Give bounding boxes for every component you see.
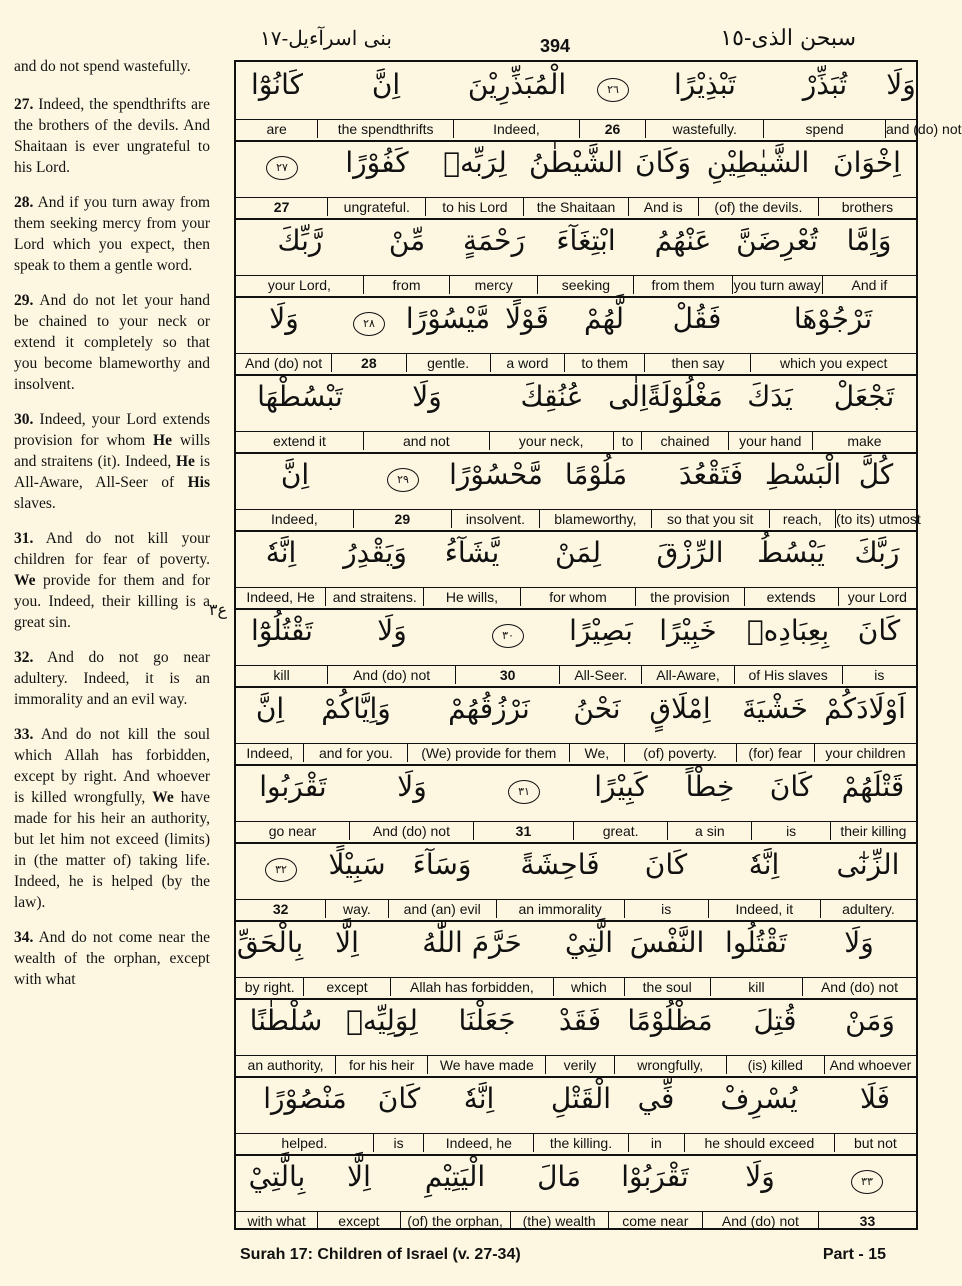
arabic-line <box>236 686 916 744</box>
arabic-word: كَفُوْرًا <box>345 146 409 179</box>
arabic-word: تَبْسُطْهَا <box>257 380 343 413</box>
arabic-word: الْقَتْلِ <box>550 1082 612 1115</box>
gloss-word: 33 <box>818 1212 916 1230</box>
gloss-word: And is <box>628 198 698 216</box>
gloss-word: And (do) not <box>245 355 323 371</box>
arabic-word: كَانُوْٓا <box>251 68 303 101</box>
verse-row <box>236 452 921 532</box>
arabic-word: الْيَتِيْمِ <box>424 1160 486 1193</box>
gloss-line <box>236 744 916 762</box>
arabic-word: قُتِلَ <box>753 1004 797 1037</box>
arabic-word: فَقُلْ <box>672 302 722 335</box>
arabic-word: الشَّيْطٰنُ <box>528 146 624 179</box>
arabic-word: حَرَّمَ اللّٰهُ <box>422 926 522 959</box>
gloss-line <box>236 354 916 372</box>
arabic-word: رَّبِّكَ <box>277 224 323 257</box>
gloss-word: is <box>751 822 829 840</box>
arabic-word: كُلَّ <box>858 458 894 491</box>
arabic-line <box>236 218 916 276</box>
gloss-line <box>236 1212 916 1230</box>
gloss-word: And (do) not <box>802 978 916 996</box>
word-by-word-grid <box>234 60 962 1230</box>
gloss-word: adultery. <box>820 900 916 918</box>
translation-column <box>14 56 210 1004</box>
gloss-word: (is) killed <box>726 1056 824 1074</box>
gloss-word: from <box>363 276 449 294</box>
gloss-word: And whoever <box>824 1056 916 1074</box>
gloss-word: come near <box>608 1212 702 1230</box>
arabic-line <box>236 764 916 822</box>
arabic-word: كَانَ <box>769 770 813 803</box>
gloss-word: which you expect <box>750 354 916 372</box>
arabic-word: يُسْرِفْ <box>720 1082 798 1115</box>
arabic-word: يَدَكَ <box>747 380 793 413</box>
arabic-word: يَّشَآءُ <box>444 536 500 569</box>
arabic-line <box>236 998 916 1056</box>
gloss-word: with what <box>247 1213 306 1229</box>
verse-row <box>236 62 962 142</box>
arabic-word: الرِّزْقَ <box>656 536 724 569</box>
gloss-word: extend it <box>272 433 326 449</box>
gloss-line <box>236 900 916 918</box>
gloss-word: We have made <box>427 1056 545 1074</box>
arabic-line <box>236 842 916 900</box>
gloss-line <box>236 510 921 528</box>
gloss-word: your Lord, <box>267 277 331 293</box>
gloss-line <box>236 120 962 138</box>
gloss-line <box>236 822 916 840</box>
gloss-word: And (do) not <box>349 822 473 840</box>
verse-number-marker: ٢٨ <box>353 312 385 336</box>
arabic-word: مَالَ <box>537 1160 581 1193</box>
gloss-word: the provision <box>635 588 743 606</box>
gloss-word: wrongfully, <box>614 1056 726 1074</box>
gloss-word: the soul <box>624 978 710 996</box>
gloss-word: but not <box>834 1134 916 1152</box>
gloss-word: way. <box>325 900 387 918</box>
gloss-word: 31 <box>473 822 573 840</box>
gloss-word: helped. <box>281 1135 328 1151</box>
gloss-word: you turn away <box>732 276 822 294</box>
translation-paragraph: 33. And do not kill the soul which Allah has forbidden, except by right. And whoever is killed wrongfully, We have made for his heir an authority, but let him not exceed (limits) in (the matter of) taking life. Indeed, he is helped (by the law). <box>14 726 210 911</box>
arabic-word: بِعِبَادِهٖ <box>746 614 830 647</box>
page-header-right: سبحن الذی-١٥ <box>720 26 856 51</box>
arabic-word: تَقْتُلُوْٓا <box>251 614 313 647</box>
gloss-word: for his heir <box>335 1056 427 1074</box>
arabic-word: وَاِيَّاكُمْ <box>321 692 391 725</box>
arabic-word: تَبْذِيْرًا <box>674 68 736 101</box>
arabic-word: عَنْهُمُ <box>654 224 712 257</box>
gloss-word: by right. <box>244 979 295 995</box>
gloss-word: so that you sit <box>651 510 769 528</box>
gloss-word: kill <box>273 667 290 683</box>
arabic-word: وَكَانَ <box>635 146 691 179</box>
arabic-word: مَظْلُوْمًا <box>627 1004 713 1037</box>
gloss-word: (for) fear <box>736 744 814 762</box>
gloss-line <box>236 666 916 684</box>
gloss-line <box>236 1056 916 1074</box>
gloss-word: is <box>373 1134 424 1152</box>
arabic-word: تَجْعَلْ <box>833 380 895 413</box>
gloss-word: and for you. <box>303 744 407 762</box>
arabic-word: تَرْجُوْهَا <box>793 302 873 335</box>
gloss-word: Indeed, it <box>708 900 820 918</box>
arabic-word: وَلَا <box>844 926 874 959</box>
arabic-word: مِّنْ <box>388 224 426 257</box>
gloss-word: make <box>812 432 916 450</box>
arabic-word: وَسَآءَ <box>412 848 472 881</box>
verse-row <box>236 998 916 1078</box>
verse-row <box>236 1154 916 1232</box>
gloss-line <box>236 588 916 606</box>
verse-row <box>236 296 916 376</box>
gloss-word: from them <box>633 276 731 294</box>
arabic-word: جَعَلْنَا <box>458 1004 516 1037</box>
arabic-word: اِنَّ <box>280 458 310 491</box>
arabic-word: نَرْزُقُهُمْ <box>448 692 530 725</box>
gloss-word: extends <box>744 588 838 606</box>
verse-row <box>236 140 916 220</box>
arabic-word: خَشْيَةَ <box>742 692 808 725</box>
arabic-line <box>236 140 916 198</box>
arabic-word: وَلَا <box>377 614 407 647</box>
arabic-word: خِطْاً <box>685 770 735 803</box>
gloss-word: great. <box>573 822 667 840</box>
gloss-word: (of) the devils. <box>698 198 818 216</box>
gloss-word: kill <box>710 978 802 996</box>
arabic-word: وَلَا <box>886 68 916 101</box>
gloss-word: spend <box>763 120 885 138</box>
gloss-word: Indeed, he <box>423 1134 533 1152</box>
arabic-line <box>236 1154 916 1212</box>
arabic-line <box>236 920 916 978</box>
gloss-word: an immorality <box>496 900 624 918</box>
arabic-word: الْبَسْطِ <box>764 458 842 491</box>
gloss-word: And if <box>822 276 916 294</box>
gloss-line <box>236 198 916 216</box>
gloss-word: verily <box>545 1056 613 1074</box>
arabic-word: تَقْتُلُوا <box>725 926 787 959</box>
arabic-word: وَاِمَّا <box>846 224 892 257</box>
arabic-word: مَغْلُوْلَةً <box>647 380 723 413</box>
verse-row <box>236 686 916 766</box>
gloss-word: chained <box>641 432 727 450</box>
gloss-word: mercy <box>449 276 537 294</box>
gloss-word: are <box>266 121 287 137</box>
arabic-word: سَبِيْلًا <box>328 848 386 881</box>
arabic-word: اِنَّ <box>255 692 285 725</box>
gloss-word: wastefully. <box>645 120 763 138</box>
arabic-word: اِنَّهٗ <box>463 1082 495 1115</box>
gloss-word: to them <box>564 354 644 372</box>
gloss-word: Indeed, He <box>246 589 315 605</box>
arabic-word: تُبَذِّرْ <box>802 68 848 101</box>
gloss-word: And (do) not <box>702 1212 818 1230</box>
arabic-word: سُلْطٰنًا <box>249 1004 323 1037</box>
gloss-word: to his Lord <box>425 198 523 216</box>
arabic-word: لَّهُمْ <box>583 302 625 335</box>
arabic-word: الشَّيٰطِيْنِ <box>706 146 810 179</box>
verse-number-marker: ٣١ <box>508 780 540 804</box>
arabic-word: اِنَّهٗ <box>265 536 297 569</box>
arabic-line <box>236 374 916 432</box>
footer-part: Part - 15 <box>822 1246 886 1263</box>
gloss-word: and (an) evil <box>388 900 496 918</box>
arabic-word: لِمَنْ <box>554 536 602 569</box>
translation-paragraph: 31. And do not kill your children for fear of poverty. We provide for them and for you. Indeed, their killing is a great sin. <box>14 530 210 631</box>
gloss-word: your Lord <box>838 588 916 606</box>
arabic-word: كَانَ <box>377 1082 421 1115</box>
gloss-word: 26 <box>579 120 645 138</box>
arabic-word: نَحْنُ <box>573 692 621 725</box>
verse-number-marker: ٣٣ <box>851 1170 883 1194</box>
arabic-word: تَقْرَبُوا <box>259 770 327 803</box>
gloss-word: reach, <box>769 510 835 528</box>
arabic-word: وَلَا <box>397 770 427 803</box>
arabic-word: بِالَّتِيْ <box>248 1160 306 1193</box>
gloss-word: in <box>628 1134 685 1152</box>
gloss-word: 27 <box>273 199 290 215</box>
gloss-word: is <box>842 666 916 684</box>
verse-row <box>236 920 916 1000</box>
arabic-line <box>236 530 916 588</box>
gloss-word: All-Seer. <box>559 666 641 684</box>
arabic-word: اِمْلَاقٍ <box>649 692 711 725</box>
arabic-word: وَيَقْدِرُ <box>343 536 407 569</box>
translation-paragraph: 34. And do not come near the wealth of the orphan, except with what <box>14 929 210 988</box>
gloss-word: the spendthrifts <box>317 120 453 138</box>
arabic-word: النَّفْسَ <box>629 926 705 959</box>
verse-row <box>236 530 916 610</box>
gloss-word: your hand <box>728 432 812 450</box>
gloss-word: an authority, <box>247 1057 324 1073</box>
gloss-word: blameworthy, <box>539 510 651 528</box>
arabic-line <box>236 296 916 354</box>
verse-number-marker: ٢٧ <box>266 156 298 180</box>
gloss-word: 28 <box>331 354 405 372</box>
arabic-word: الَّتِيْ <box>564 926 614 959</box>
arabic-line <box>236 62 916 120</box>
gloss-word: your neck, <box>489 432 613 450</box>
gloss-word: a word <box>490 354 564 372</box>
gloss-word: the Shaitaan <box>523 198 627 216</box>
gloss-word: All-Aware, <box>641 666 733 684</box>
arabic-word: لِرَبِّهٖ <box>443 146 507 179</box>
ruku-mark: ع٣ <box>208 600 228 619</box>
gloss-word: then say <box>644 354 750 372</box>
gloss-word: go near <box>268 823 317 839</box>
gloss-word: insolvent. <box>451 510 539 528</box>
arabic-word: اِنَّ <box>371 68 401 101</box>
arabic-word: كَانَ <box>644 848 688 881</box>
gloss-word: brothers <box>818 198 916 216</box>
arabic-word: تَقْرَبُوْا <box>621 1160 689 1193</box>
gloss-word: of His slaves <box>734 666 842 684</box>
verse-row <box>236 374 916 454</box>
gloss-word: the killing. <box>533 1134 627 1152</box>
translation-paragraph: 30. Indeed, your Lord extends provision for whom He wills and straitens (it). Indeed, He is All-Aware, All-Seer of His slaves. <box>14 411 210 512</box>
gloss-word: which <box>553 978 623 996</box>
arabic-word: فِّي <box>637 1082 675 1115</box>
gloss-word: 29 <box>353 510 451 528</box>
translation-paragraph: 32. And do not go near adultery. Indeed, it is an immorality and an evil way. <box>14 649 210 708</box>
verse-row <box>236 1076 916 1156</box>
gloss-word: (of) poverty. <box>624 744 736 762</box>
gloss-word: And (do) not <box>327 666 455 684</box>
footer-surah: Surah 17: Children of Israel (v. 27-34) <box>240 1246 521 1263</box>
gloss-word: except <box>317 1212 399 1230</box>
gloss-word: except <box>303 978 389 996</box>
gloss-word: and not <box>363 432 489 450</box>
gloss-word: (of) the orphan, <box>400 1212 510 1230</box>
gloss-word: gentle. <box>406 354 490 372</box>
arabic-word: بِالْحَقِّ <box>236 926 304 959</box>
gloss-word: he should exceed <box>684 1134 834 1152</box>
translation-paragraph: and do not spend wastefully. <box>14 58 191 75</box>
arabic-word: كَبِيْرًا <box>594 770 648 803</box>
arabic-word: مَنْصُوْرًا <box>263 1082 347 1115</box>
verse-row <box>236 842 916 922</box>
arabic-word: الْمُبَذِّرِيْنَ <box>467 68 567 101</box>
arabic-word: مَلُوْمًا <box>564 458 628 491</box>
arabic-word: اِلَّا <box>347 1160 371 1193</box>
gloss-word: Indeed, <box>246 745 294 761</box>
arabic-word: رَبَّكَ <box>854 536 900 569</box>
arabic-word: بَصِيْرًا <box>569 614 633 647</box>
arabic-word: اِلَّا <box>335 926 359 959</box>
gloss-word: and (do) not <box>886 121 962 137</box>
gloss-word: for whom <box>520 588 636 606</box>
verse-number-marker: ٢٩ <box>387 468 419 492</box>
gloss-word: seeking <box>537 276 633 294</box>
translation-paragraph: 28. And if you turn away from them seeking mercy from your Lord which you expect, then speak to them a gentle word. <box>14 194 210 274</box>
gloss-line <box>236 432 916 450</box>
arabic-word: فَتَقْعُدَ <box>678 458 744 491</box>
gloss-word: (We) provide for them <box>407 744 569 762</box>
arabic-word: فَلَا <box>859 1082 891 1115</box>
arabic-word: اِلٰى <box>608 380 648 413</box>
gloss-line <box>236 276 916 294</box>
arabic-word: فَقَدْ <box>558 1004 602 1037</box>
arabic-word: وَلَا <box>412 380 442 413</box>
arabic-word: الزِّنٰٓى <box>836 848 900 881</box>
arabic-word: فَاحِشَةً <box>520 848 600 881</box>
arabic-word: رَحْمَةٍ <box>462 224 526 257</box>
verse-row <box>236 218 916 298</box>
arabic-word: وَمَنْ <box>845 1004 895 1037</box>
gloss-line <box>236 1134 916 1152</box>
gloss-word: He wills, <box>423 588 519 606</box>
arabic-word: لِوَلِيِّهٖ <box>346 1004 418 1037</box>
arabic-line <box>236 452 916 510</box>
verse-row <box>236 608 916 688</box>
arabic-word: قَوْلًا <box>505 302 549 335</box>
arabic-word: مَّيْسُوْرًا <box>405 302 491 335</box>
arabic-word: اَوْلَادَكُمْ <box>824 692 906 725</box>
gloss-word: and straitens. <box>325 588 423 606</box>
arabic-word: مَّحْسُوْرًا <box>449 458 543 491</box>
arabic-word: كَانَ <box>857 614 901 647</box>
arabic-word: اِخْوَانَ <box>833 146 901 179</box>
gloss-word: Allah has forbidden, <box>390 978 554 996</box>
gloss-word: their killing <box>830 822 916 840</box>
gloss-word: 30 <box>455 666 559 684</box>
gloss-word: We, <box>569 744 624 762</box>
arabic-word: قَتْلَهُمْ <box>841 770 905 803</box>
gloss-word: (to its) utmost <box>835 511 921 527</box>
gloss-word: is <box>624 900 708 918</box>
arabic-word: ابْتِغَآءَ <box>556 224 616 257</box>
arabic-word: عُنُقِكَ <box>520 380 584 413</box>
verse-number-marker: ٣٢ <box>265 858 297 882</box>
gloss-word: Indeed, <box>271 511 318 527</box>
arabic-word: وَلَا <box>269 302 299 335</box>
gloss-word: to <box>613 432 642 450</box>
translation-paragraph: 29. And do not let your hand be chained to your neck or extend it completely so that you become blameworthy and insolvent. <box>14 292 210 393</box>
arabic-word: اِنَّهٗ <box>748 848 780 881</box>
translation-paragraph: 27. Indeed, the spendthrifts are the brothers of the devils. And Shaitaan is ever ungrateful to his Lord. <box>14 96 210 176</box>
page-number: 394 <box>540 36 571 56</box>
verse-number-marker: ٢٦ <box>597 78 629 102</box>
arabic-line <box>236 1076 916 1134</box>
arabic-word: خَبِيْرًا <box>659 614 717 647</box>
gloss-word: 32 <box>272 901 289 917</box>
arabic-line <box>236 608 916 666</box>
verse-number-marker: ٣٠ <box>492 624 524 648</box>
gloss-word: ungrateful. <box>327 198 425 216</box>
page-header-left: بنی اسرآءیل-١٧ <box>260 26 392 50</box>
verse-row <box>236 764 916 844</box>
gloss-word: Indeed, <box>453 120 579 138</box>
gloss-line <box>236 978 916 996</box>
gloss-word: your children <box>814 744 916 762</box>
gloss-word: (the) wealth <box>510 1212 608 1230</box>
arabic-word: وَلَا <box>745 1160 775 1193</box>
arabic-word: يَبْسُطُ <box>757 536 825 569</box>
arabic-word: تُعْرِضَنَّ <box>736 224 818 257</box>
gloss-word: a sin <box>667 822 751 840</box>
